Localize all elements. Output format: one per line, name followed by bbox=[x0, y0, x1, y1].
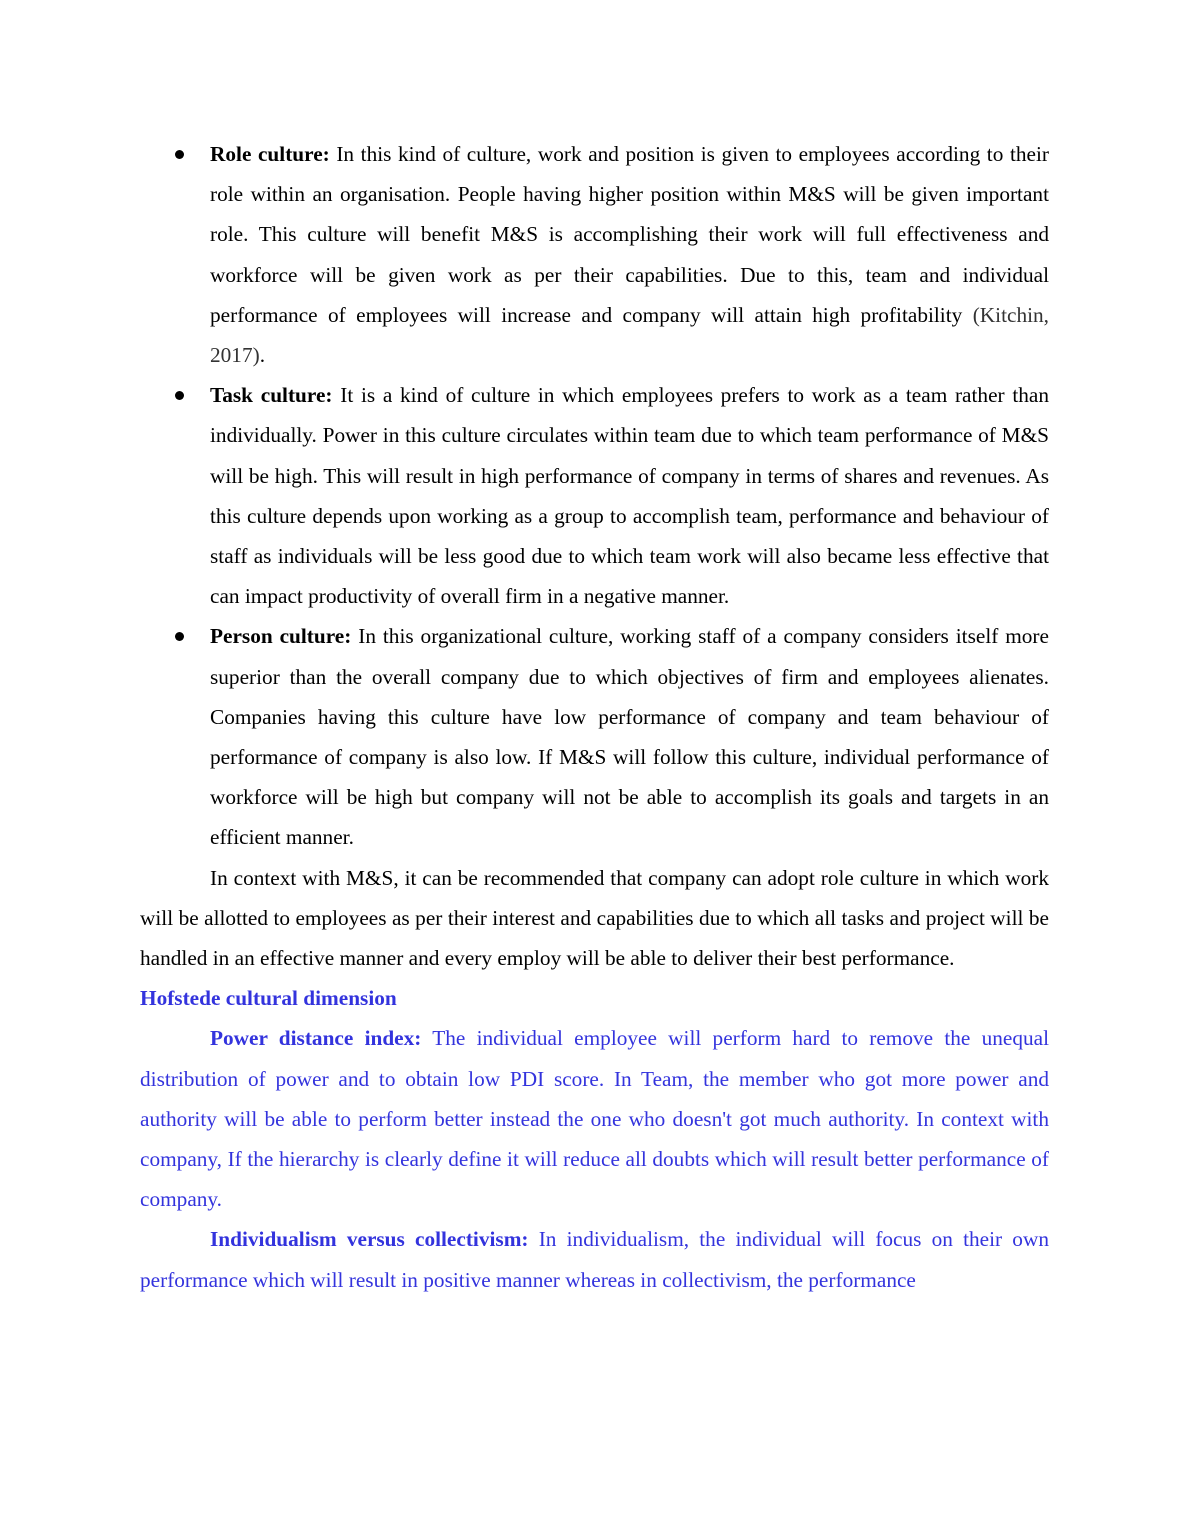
section-heading: Hofstede cultural dimension bbox=[140, 986, 397, 1011]
task-culture-term: Task culture: bbox=[210, 383, 333, 408]
power-distance-text: The individual employee will perform hard to remove the unequal distribution of power and to obtain low PDI score. In Team, the member who got more power and authority will be able to perform better instead the one who doesn't got much authority. In context with company, If the hierarchy is clearly define it will reduce all doubts which will result better performance of company. bbox=[140, 1026, 1050, 1212]
role-culture-term: Role culture: bbox=[210, 142, 330, 166]
person-culture-text: In this organizational culture, working staff of a company considers itself more superior than the overall company due to which objectives of firm and employees alienates. Companies having this culture have low performance of company and team behaviour of performance of company is also low. If M&S will follow this culture, individual performance of workforce will be high but company will not be able to accomplish its goals and targets in an efficient manner. bbox=[210, 624, 1049, 850]
document-page bbox=[140, 134, 1049, 1300]
role-culture-text: In this kind of culture, work and position is given to employees according to their role within an organisation. People having higher position within M&S will be given important role. This culture will benefit M&S is accomplishing their work will full effectiveness and workforce will be given work as per their capabilities. Due to this, team and individual performance of employees will increase and company will attain high profitability bbox=[210, 142, 1049, 327]
individualism-term: Individualism versus collectivism: bbox=[210, 1227, 529, 1252]
bullet-person-culture bbox=[140, 616, 1049, 857]
role-culture-end: . bbox=[259, 343, 266, 368]
power-distance-term: Power distance index: bbox=[210, 1026, 422, 1051]
bullet-icon bbox=[175, 150, 184, 159]
bullet-icon bbox=[175, 391, 184, 400]
recommendation-paragraph: In context with M&S, it can be recommended that company can adopt role culture in which work will be allotted to employees as per their interest and capabilities due to which all tasks and project will be handled in an effective manner and every employ will be able to deliver their best performance. bbox=[140, 865, 1049, 971]
role-culture-citation: (Kitchin, 2017) bbox=[210, 302, 1049, 368]
bullet-icon bbox=[175, 632, 184, 641]
bullet-task-culture bbox=[140, 375, 1049, 616]
person-culture-term: Person culture: bbox=[210, 624, 352, 649]
task-culture-text: It is a kind of culture in which employees prefers to work as a team rather than individually. Power in this culture circulates within team due to which team performance of M&S will be high. This will result in high performance of company in terms of shares and revenues. As this culture depends upon working as a group to accomplish team, performance and behaviour of staff as individuals will be less good due to which team work will also became less effective that can impact productivity of overall firm in a negative manner. bbox=[210, 383, 1050, 609]
individualism-text: In individualism, the individual will focus on their own performance which will result in positive manner whereas in collectivism, the performance bbox=[140, 1227, 1049, 1292]
power-distance-paragraph bbox=[140, 1018, 1049, 1219]
individualism-paragraph bbox=[140, 1219, 1049, 1299]
bullet-role-culture bbox=[140, 134, 1049, 375]
culture-types-list bbox=[140, 134, 1049, 858]
